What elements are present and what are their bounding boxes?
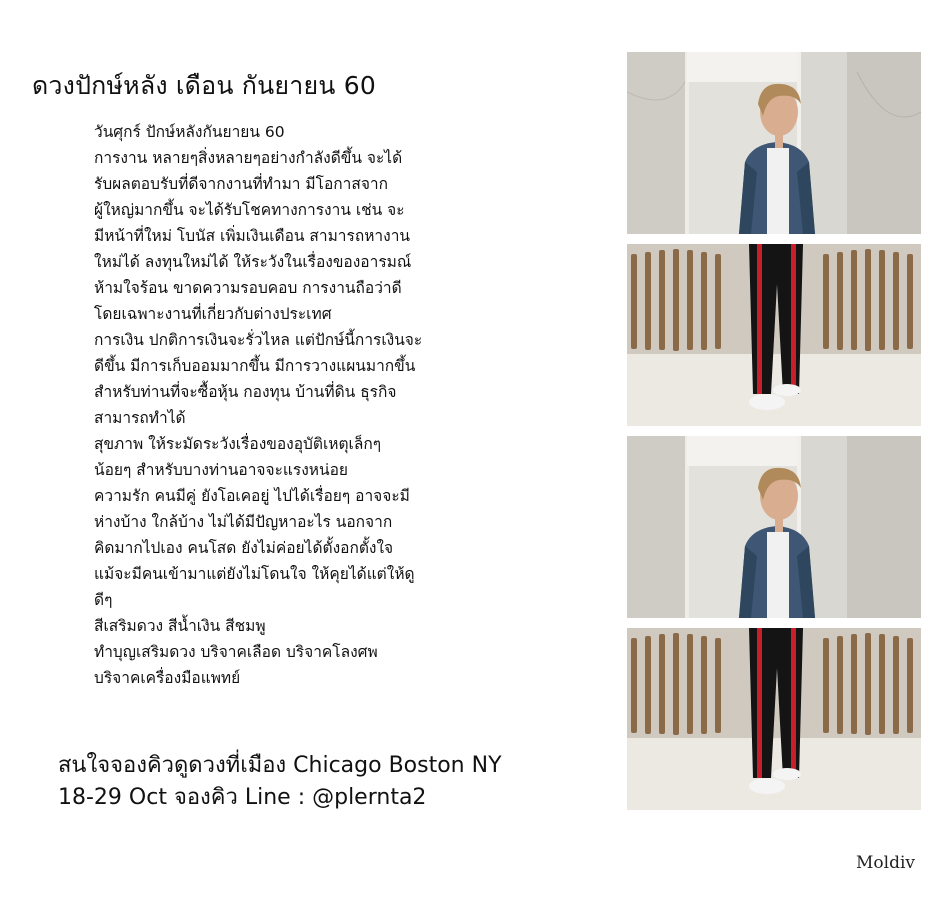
body-line: โดยเฉพาะงานที่เกี่ยวกับต่างประเทศ	[94, 305, 332, 323]
body-line: ความรัก คนมีคู่ ยังโอเคอยู่ ไปได้เรื่อยๆ อาจจะมี	[94, 487, 410, 505]
promo-line-2: 18-29 Oct จองคิว Line : @plernta2	[58, 785, 427, 810]
body-line: ห้ามใจร้อน ขาดความรอบคอบ การงานถือว่าดี	[94, 279, 402, 297]
body-line: มีหน้าที่ใหม่ โบนัส เพิ่มเงินเดือน สามารถหางาน	[94, 227, 411, 245]
booking-promo	[58, 750, 502, 814]
body-line: สีเสริมดวง สีน้ำเงิน สีชมพู	[94, 617, 266, 635]
photo-3-upper	[627, 436, 921, 618]
horoscope-body	[94, 119, 514, 691]
body-line: รับผลตอบรับที่ดีจากงานที่ทำมา มีโอกาสจาก	[94, 175, 389, 193]
body-line: ทำบุญเสริมดวง บริจาคเลือด บริจาคโลงศพ	[94, 643, 378, 661]
body-line: บริจาคเครื่องมือแพทย์	[94, 669, 241, 687]
body-line: สามารถทำได้	[94, 409, 186, 427]
photo-2-lower	[627, 244, 921, 426]
promo-line-1: สนใจจองคิวดูดวงที่เมือง Chicago Boston NY	[58, 753, 502, 778]
body-line: คิดมากไปเอง คนโสด ยังไม่ค่อยได้ตั้งอกตั้งใจ	[94, 539, 394, 557]
body-line: สำหรับท่านที่จะซื้อหุ้น กองทุน บ้านที่ดิน ธุรกิจ	[94, 383, 397, 401]
body-line: น้อยๆ สำหรับบางท่านอาจจะแรงหน่อย	[94, 461, 349, 479]
body-line: ดีๆ	[94, 591, 113, 609]
body-line: แม้จะมีคนเข้ามาแต่ยังไม่โดนใจ ให้คุยได้แต่ให้ดู	[94, 565, 415, 583]
body-line: ผู้ใหญ่มากขึ้น จะได้รับโชคทางการงาน เช่น จะ	[94, 201, 405, 219]
page-title: ดวงปักษ์หลัง เดือน กันยายน 60	[32, 71, 376, 100]
photo-4-lower	[627, 628, 921, 810]
body-line: สุขภาพ ให้ระมัดระวังเรื่องของอุบัติเหตุเล็กๆ	[94, 435, 382, 453]
body-line: ใหม่ได้ ลงทุนใหม่ได้ ให้ระวังในเรื่องของอารมณ์	[94, 253, 412, 271]
body-line: การเงิน ปกติการเงินจะรั่วไหล แต่ปักษ์นี้การเงินจะ	[94, 331, 423, 349]
photo-1-upper	[627, 52, 921, 234]
body-line: ห่างบ้าง ใกล้บ้าง ไม่ได้มีปัญหาอะไร นอกจาก	[94, 513, 393, 531]
body-line: การงาน หลายๆสิ่งหลายๆอย่างกำลังดีขึ้น จะได้	[94, 149, 403, 167]
body-line: วันศุกร์ ปักษ์หลังกันยายน 60	[94, 123, 285, 141]
body-line: ดีขึ้น มีการเก็บออมมากขึ้น มีการวางแผนมากขึ้น	[94, 357, 416, 375]
moldiv-watermark: Moldiv	[856, 853, 916, 873]
